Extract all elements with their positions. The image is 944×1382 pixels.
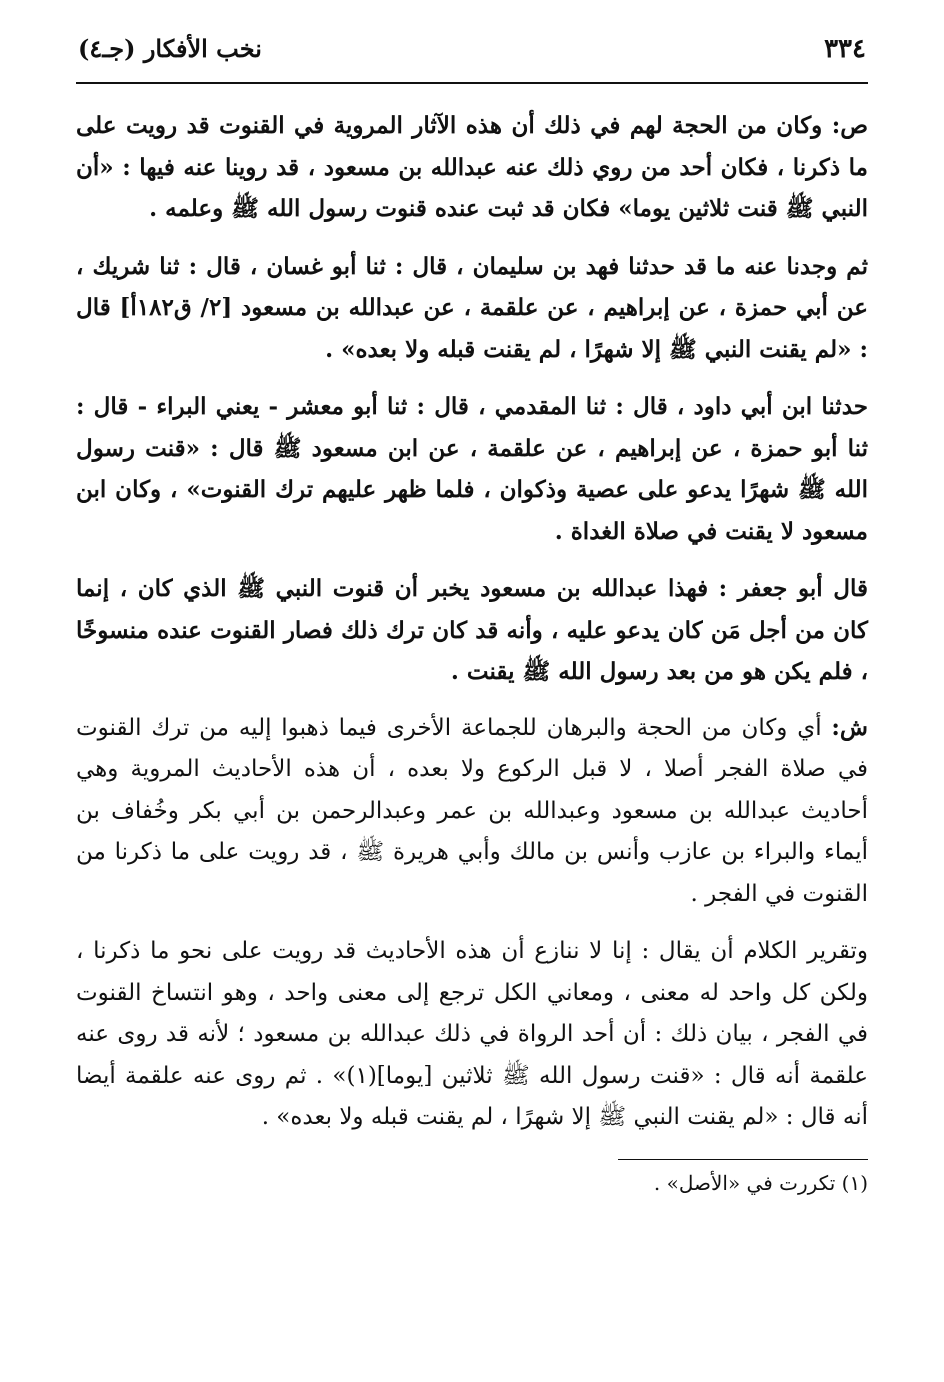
footnote-divider: [618, 1159, 868, 1160]
paragraph-text: أي وكان من الحجة والبرهان للجماعة الأخرى فيما ذهبوا إليه من ترك القنوت في صلاة الفجر أصلا ، لا قبل الركوع ولا بعده ، أن هذه الأحاديث المروية وهي أحاديث عبدالله بن مسعود وعبدالله بن عمر وعبدالرحمن بن أبي بكر وخُفاف بن أيماء والبراء بن عازب وأنس بن مالك وأبي هريرة ﷺ ، قد رويت على ما ذكرنا من القنوت في الفجر .: [76, 714, 868, 907]
matn-paragraph-3: [76, 386, 868, 552]
paragraph-text: ثم وجدنا عنه ما قد حدثنا فهد بن سليمان ، قال : ثنا أبو غسان ، قال : ثنا شريك ، عن أبي حمزة ، عن إبراهيم ، عن علقمة ، عن عبدالله بن مسعود [٢/ ق١٨٢أ] قال : «لم يقنت النبي ﷺ إلا شهرًا ، لم يقنت قبله ولا بعده» .: [76, 252, 868, 363]
matn-marker: ص:: [831, 112, 868, 139]
matn-paragraph-4: [76, 568, 868, 693]
running-header: [76, 34, 868, 84]
footnote: (١) تكررت في «الأصل» .: [653, 1170, 868, 1195]
paragraph-text: وتقرير الكلام أن يقال : إنا لا ننازع أن هذه الأحاديث قد رويت على نحو ما ذكرنا ، ولكن كل واحد له معنى ، ومعاني الكل ترجع إلى معنى واحد ، وهو انتساخ القنوت في الفجر ، بيان ذلك : أن أحد الرواة في ذلك عبدالله بن مسعود ؛ لأنه قد روى عنه علقمة أنه قال : «قنت رسول الله ﷺ ثلاثين [يوما](١)» . ثم روى عنه علقمة أيضا أنه قال : «لم يقنت النبي ﷺ إلا شهرًا ، لم يقنت قبله ولا بعده» .: [76, 938, 868, 1130]
paragraph-text: وكان من الحجة لهم في ذلك أن هذه الآثار المروية في القنوت قد رويت على ما ذكرنا ، فكان أحد من روي ذلك عنه عبدالله بن مسعود ، قد روينا عنه فيها : «أن النبي ﷺ قنت ثلاثين يوما» فكان قد ثبت عنده قنوت رسول الله ﷺ وعلمه .: [76, 112, 868, 222]
document-page: [76, 34, 868, 1198]
sharh-marker: ش:: [831, 713, 868, 741]
matn-paragraph-2: [76, 246, 868, 371]
book-title: نخب الأفكار (جـ٤): [78, 34, 262, 63]
matn-paragraph-1: [76, 105, 868, 230]
page-number: ٣٣٤: [824, 34, 866, 64]
paragraph-text: حدثنا ابن أبي داود ، قال : ثنا المقدمي ، قال : ثنا أبو معشر - يعني البراء - قال : ثنا أبو حمزة ، عن إبراهيم ، عن علقمة ، عن ابن مسعود ﷺ قال : «قنت رسول الله ﷺ شهرًا يدعو على عصية وذكوان ، فلما ظهر عليهم ترك القنوت» ، وكان ابن مسعود لا يقنت في صلاة الغداة .: [76, 393, 868, 545]
sharh-paragraph-2: [76, 931, 868, 1139]
sharh-paragraph-1: [76, 707, 868, 916]
paragraph-text: قال أبو جعفر : فهذا عبدالله بن مسعود يخبر أن قنوت النبي ﷺ الذي كان ، إنما كان من أجل مَن كان يدعو عليه ، وأنه قد كان ترك ذلك فصار القنوت عنده منسوخًا ، فلم يكن هو من بعد رسول الله ﷺ يقنت .: [76, 575, 868, 685]
